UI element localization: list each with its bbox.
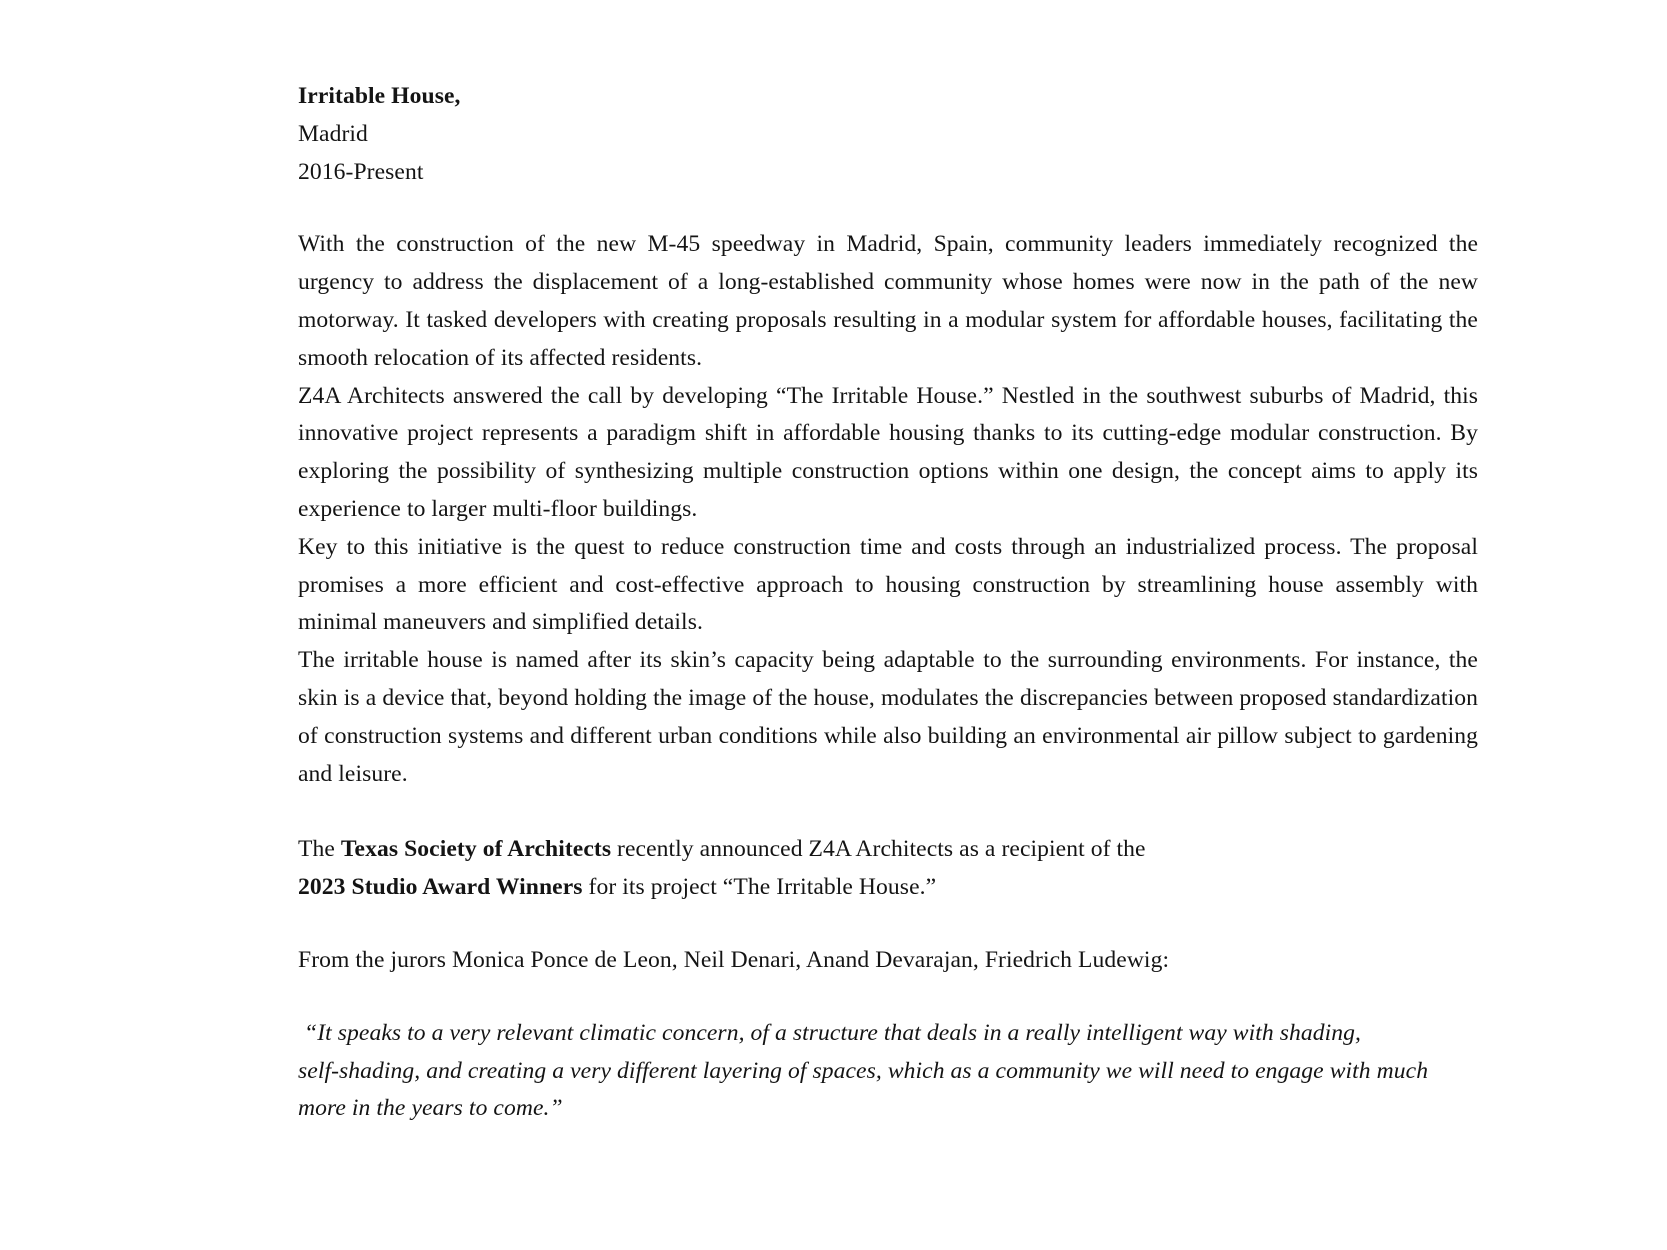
spacer [298, 793, 1478, 831]
juror-quote [298, 1015, 1478, 1128]
quote-line-1 [298, 1015, 1478, 1053]
description-paragraph-4: The irritable house is named after its skin’s capacity being adaptable to the surrounding environments. For instance, the skin is a device that, beyond holding the image of the house, modulates the discrepancies between proposed standardization of construction systems and different urban conditions while also building an environmental air pillow subject to gardening and leisure. [298, 647, 1478, 787]
award-name: 2023 Studio Award Winners [298, 874, 583, 901]
society-name: Texas Society of Architects [340, 836, 612, 863]
document-page [298, 78, 1478, 1128]
project-description [298, 226, 1478, 793]
quote-text-1: It speaks to a very relevant climatic concern, of a structure that deals in a really intelligent way with shading, [317, 1019, 1361, 1046]
award-announcement-text: recently announced Z4A Architects as a recipient of the [611, 836, 1146, 863]
award-prefix: The [298, 836, 341, 863]
award-line-2 [298, 869, 1478, 907]
quote-line-3: more in the years to come.” [298, 1095, 563, 1122]
description-paragraph-1: With the construction of the new M-45 speedway in Madrid, Spain, community leaders immediately recognized the urgency to address the displacement of a long-established community whose homes were now in the path of the new motorway. It tasked developers with creating proposals resulting in a modular system for affordable houses, facilitating the smooth relocation of its affected residents. [298, 231, 1478, 371]
spacer [298, 191, 1478, 226]
quote-line-2: self-shading, and creating a very different layering of spaces, which as a community we will need to engage with much [298, 1057, 1429, 1084]
project-location: Madrid [298, 120, 368, 147]
project-years: 2016-Present [298, 158, 424, 185]
spacer [298, 907, 1478, 942]
description-paragraph-2: Z4A Architects answered the call by developing “The Irritable House.” Nestled in the southwest suburbs of Madrid, this innovative project represents a paradigm shift in affordable housing thanks to its cutting-edge modular construction. By exploring the possibility of synthesizing multiple construction options within one design, the concept aims to apply its experience to larger multi-floor buildings. [298, 382, 1478, 522]
award-announcement [298, 831, 1478, 907]
jurors-intro: From the jurors Monica Ponce de Leon, Neil Denari, Anand Devarajan, Friedrich Ludewig: [298, 946, 1170, 973]
project-heading [298, 78, 1478, 191]
award-project-text: for its project “The Irritable House.” [582, 874, 937, 901]
project-title: Irritable House, [298, 83, 461, 109]
award-line-1 [298, 831, 1478, 869]
quote-open-mark: “ [304, 1019, 318, 1046]
spacer [298, 980, 1478, 1015]
description-paragraph-3: Key to this initiative is the quest to reduce construction time and costs through an industrialized process. The proposal promises a more efficient and cost-effective approach to housing construction by streamlining house assembly with minimal maneuvers and simplified details. [298, 533, 1478, 636]
